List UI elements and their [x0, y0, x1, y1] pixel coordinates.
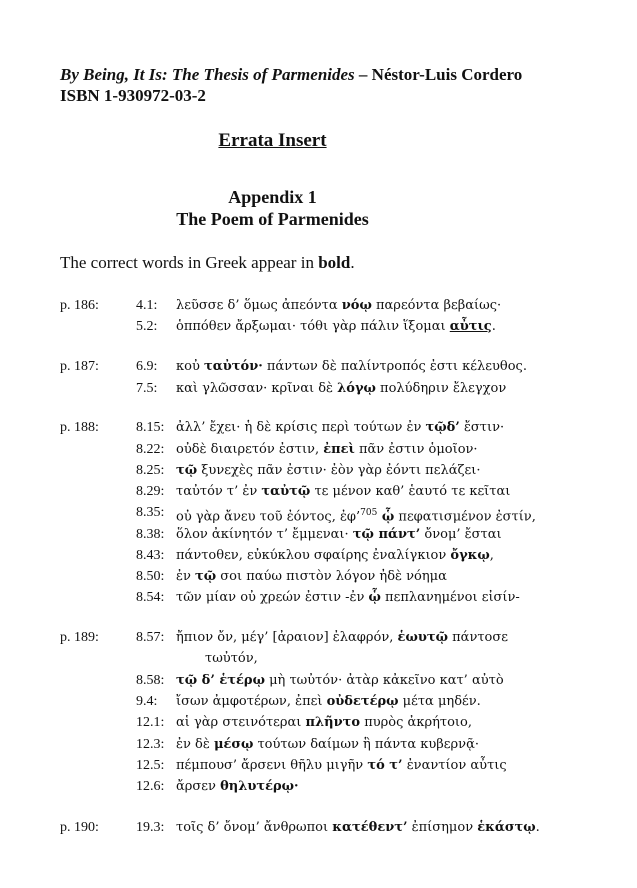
- greek-line: [176, 735, 479, 755]
- footnote-marker: 705: [360, 508, 378, 518]
- greek-text: ἔστιν·: [459, 420, 505, 435]
- errata-row: [0, 713, 637, 735]
- greek-text: αἱ γὰρ στεινότεραι: [176, 715, 306, 730]
- greek-line: [176, 588, 520, 608]
- line-ref: 12.6:: [136, 779, 165, 794]
- errata-row: [0, 588, 637, 610]
- errata-row: [0, 525, 637, 547]
- intro-pre: The correct words in Greek appear in: [60, 253, 319, 272]
- greek-line: [176, 692, 481, 712]
- errata-row: [0, 628, 637, 650]
- greek-line: [176, 296, 501, 316]
- greek-line: [176, 525, 502, 545]
- greek-text: καὶ γλῶσσαν· κρῖναι δὲ: [176, 381, 338, 396]
- line-ref: 8.58:: [136, 673, 165, 688]
- greek-text: πάντοσε: [447, 630, 508, 645]
- greek-text: πεφατισμένον ἐστίν,: [394, 509, 536, 525]
- greek-text: ἐπίσημον: [407, 820, 478, 835]
- greek-text: ἄρσεν: [176, 779, 221, 794]
- line-ref: 12.1:: [136, 715, 165, 730]
- errata-title: Errata Insert: [218, 130, 327, 151]
- line-ref: 9.4:: [136, 694, 158, 709]
- greek-text: κοὐ: [176, 359, 204, 374]
- greek-text: ἴσων ἀμφοτέρων, ἐπεὶ: [176, 694, 327, 709]
- errata-row: [0, 735, 637, 757]
- page-ref: p. 186:: [60, 298, 99, 313]
- correction: αὖτις: [449, 319, 492, 334]
- page-ref: p. 187:: [60, 359, 99, 374]
- greek-line: [176, 357, 527, 377]
- greek-line: [176, 567, 447, 587]
- line-ref: 8.38:: [136, 527, 165, 542]
- correction: τῷδ’: [425, 420, 460, 435]
- greek-text: πάντοθεν, εὐκύκλου σφαίρης ἐναλίγκιον: [176, 548, 451, 563]
- errata-row: [0, 461, 637, 483]
- correction: θηλυτέρῳ·: [220, 779, 299, 794]
- greek-line: [176, 671, 504, 691]
- greek-text: πᾶν ἐστιν ὁμοῖον·: [354, 442, 478, 457]
- greek-line: [176, 379, 506, 399]
- greek-text: πεπλανημένοι εἰσίν-: [380, 590, 520, 605]
- greek-text: .: [535, 820, 540, 835]
- greek-text: τοῖς δ’ ὄνομ’ ἄνθρωποι: [176, 820, 333, 835]
- errata-row: [0, 357, 637, 379]
- correction: ἐπεὶ: [323, 442, 355, 457]
- line-ref: 8.15:: [136, 420, 165, 435]
- line-ref: 7.5:: [136, 381, 158, 396]
- line-ref: 8.43:: [136, 548, 165, 563]
- isbn: ISBN 1-930972-03-2: [60, 86, 206, 105]
- line-ref: 8.54:: [136, 590, 165, 605]
- correction: ᾧ: [377, 509, 395, 525]
- greek-line: [176, 418, 504, 438]
- line-ref: 8.22:: [136, 442, 165, 457]
- line-ref: 4.1:: [136, 298, 158, 313]
- line-ref: 12.5:: [136, 758, 165, 773]
- greek-line: [176, 546, 494, 566]
- appendix-subheading: The Poem of Parmenides: [176, 209, 369, 229]
- errata-row: [0, 692, 637, 714]
- book-author: Néstor-Luis Cordero: [371, 65, 523, 84]
- correction: ταὐτόν·: [204, 359, 263, 374]
- greek-text: ἐν δὲ: [176, 737, 214, 752]
- greek-text: μὴ τωὐτόν· ἀτὰρ κἀκεῖνο κατ’ αὐτὸ: [264, 673, 504, 688]
- errata-row: [0, 818, 637, 840]
- intro-post: .: [350, 253, 355, 272]
- correction: τῷ πάντ’: [352, 527, 421, 542]
- page-ref: p. 189:: [60, 630, 99, 645]
- greek-text: ,: [489, 548, 494, 563]
- errata-row: [0, 317, 637, 339]
- errata-row: [0, 671, 637, 693]
- greek-line: [176, 440, 478, 460]
- book-header: [60, 64, 522, 106]
- correction: λόγῳ: [337, 381, 376, 396]
- greek-line: [176, 777, 299, 797]
- line-ref: 12.3:: [136, 737, 165, 752]
- greek-text: πέμπουσ’ ἄρσενι θῆλυ μιγῆν: [176, 758, 368, 773]
- correction: πλῆντο: [305, 715, 361, 730]
- correction: ᾧ: [368, 590, 381, 605]
- greek-text: τε μένον καθ’ ἑαυτό τε κεῖται: [310, 484, 511, 499]
- correction: κατέθεντ’: [332, 820, 408, 835]
- greek-line: [176, 461, 480, 481]
- page-ref: p. 190:: [60, 820, 99, 835]
- page-ref: p. 188:: [60, 420, 99, 435]
- correction: ταὐτῷ: [261, 484, 311, 499]
- correction: τῷ: [176, 463, 198, 478]
- line-ref: 8.29:: [136, 484, 165, 499]
- greek-text: πάντων δὲ παλίντροπός ἐστι κέλευθος.: [262, 359, 527, 374]
- intro-bold-word: bold: [318, 253, 351, 272]
- correction: τό τ’: [367, 758, 403, 773]
- book-title-line: [60, 64, 522, 85]
- greek-text: τῶν μίαν οὐ χρεών ἐστιν -ἐν: [176, 590, 369, 605]
- greek-text: οὐδὲ διαιρετόν ἐστιν,: [176, 442, 324, 457]
- greek-continuation: τωὐτόν,: [205, 651, 258, 666]
- greek-text: ὁππόθεν ἄρξωμαι· τόθι γὰρ πάλιν ἵξομαι: [176, 319, 450, 334]
- line-ref: 8.50:: [136, 569, 165, 584]
- errata-row: [0, 296, 637, 318]
- greek-text: ἐναντίον αὖτις: [402, 758, 507, 773]
- errata-row: [0, 756, 637, 778]
- line-ref: 8.25:: [136, 463, 165, 478]
- greek-line: [176, 713, 472, 733]
- correction: μέσῳ: [213, 737, 254, 752]
- line-ref: 5.2:: [136, 319, 158, 334]
- greek-line: [176, 628, 508, 648]
- errata-row: [0, 418, 637, 440]
- greek-text: πολύδηριν ἔλεγχον: [375, 381, 507, 396]
- errata-row: [0, 379, 637, 401]
- greek-line: [176, 818, 540, 838]
- greek-line: [176, 756, 507, 776]
- errata-row: [0, 649, 637, 671]
- greek-text: μέτα μηδέν.: [398, 694, 481, 709]
- errata-row: [0, 440, 637, 462]
- line-ref: 6.9:: [136, 359, 158, 374]
- greek-text: .: [491, 319, 496, 334]
- errata-row: [0, 546, 637, 568]
- greek-text: λεῦσσε δ’ ὅμως ἀπεόντα: [176, 298, 342, 313]
- greek-text: ταὐτόν τ’ ἐν: [176, 484, 262, 499]
- appendix-heading: Appendix 1: [228, 187, 317, 207]
- errata-row: [0, 567, 637, 589]
- greek-text: οὐ γὰρ ἄνευ τοῦ ἐόντος, ἐφ’: [176, 509, 361, 525]
- greek-text: ἤπιον ὄν, μέγ’ [ἀραιον] ἐλαφρόν,: [176, 630, 398, 645]
- greek-text: παρεόντα βεβαίως·: [371, 298, 502, 313]
- correction: τῷ: [195, 569, 217, 584]
- greek-text: ξυνεχὲς πᾶν ἐστιν· ἐὸν γὰρ ἐόντι πελάζει·: [197, 463, 481, 478]
- greek-line: [176, 317, 496, 337]
- errata-row: [0, 482, 637, 504]
- greek-text: ὅλον ἀκίνητόν τ’ ἔμμεναι·: [176, 527, 353, 542]
- correction: ἑκάστῳ: [477, 820, 536, 835]
- correction: ἑωυτῷ: [397, 630, 448, 645]
- greek-text: τούτων δαίμων ἣ πάντα κυβερνᾷ·: [253, 737, 479, 752]
- line-ref: 8.35:: [136, 505, 165, 520]
- greek-text: σοι παύω πιστὸν λόγον ἠδὲ νόημα: [216, 569, 447, 584]
- correction: νόῳ: [341, 298, 372, 313]
- title-dash: –: [358, 65, 368, 84]
- greek-line: [176, 482, 510, 502]
- greek-text: ἐν: [176, 569, 196, 584]
- line-ref: 19.3:: [136, 820, 165, 835]
- line-ref: 8.57:: [136, 630, 165, 645]
- errata-row: [0, 503, 637, 525]
- correction: ὄγκῳ: [450, 548, 490, 563]
- correction: οὐδετέρῳ: [326, 694, 399, 709]
- book-title: By Being, It Is: The Thesis of Parmenides: [60, 65, 355, 84]
- intro-text: [60, 253, 355, 273]
- correction: τῷ δ’ ἑτέρῳ: [176, 673, 265, 688]
- greek-text: ἀλλ’ ἔχει· ἡ δὲ κρίσις περὶ τούτων ἐν: [176, 420, 426, 435]
- greek-line: [176, 503, 536, 527]
- greek-text: πυρὸς ἀκρήτοιο,: [360, 715, 472, 730]
- errata-row: [0, 777, 637, 799]
- greek-text: ὄνομ’ ἔσται: [420, 527, 502, 542]
